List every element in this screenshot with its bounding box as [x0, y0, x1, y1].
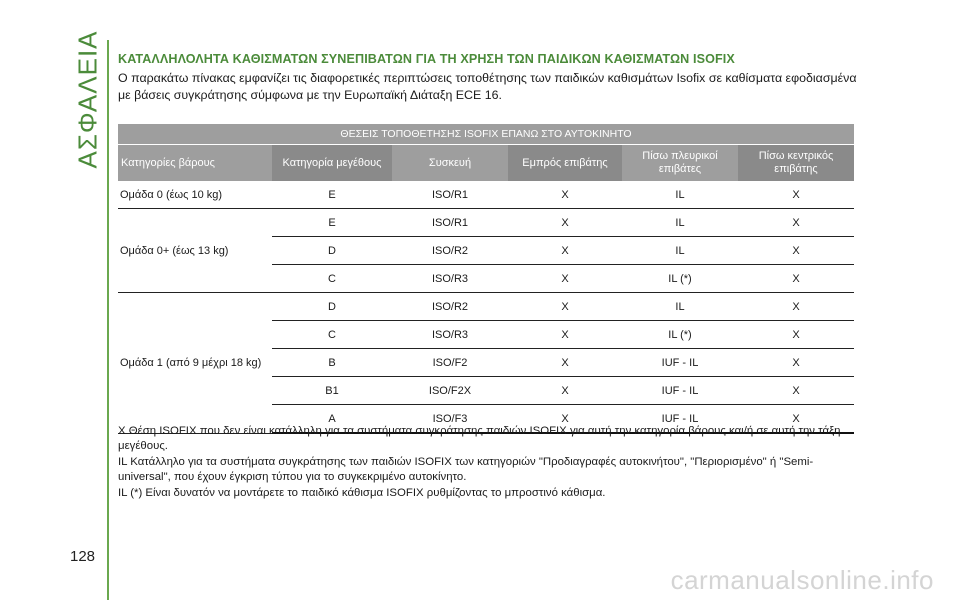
table-cell: X: [508, 405, 622, 434]
table-cell: X: [508, 265, 622, 293]
table-cell: X: [738, 237, 854, 265]
watermark: carmanualsonline.info: [670, 565, 934, 595]
table-cell: X: [738, 265, 854, 293]
page-number: 128: [70, 548, 96, 565]
note-il-star: IL (*) Είναι δυνατόν να μοντάρετε το παιδικό κάθισμα ISOFIX ρυθμίζοντας το μπροστινό κάθισμα.: [118, 486, 606, 499]
note-il: IL Κατάλληλο για τα συστήματα συγκράτησης των παιδιών ISOFIX των κατηγοριών "Προδιαγραφές αυτοκινήτου", "Περιορισμένο" ή "Semi-universal", που έχουν έγκριση τύπου για το συγκεκριμένο αυτοκίνητο.: [118, 455, 814, 484]
table-cell: IL (*): [622, 321, 738, 349]
table-cell: IUF - IL: [622, 405, 738, 434]
table-cell: X: [738, 349, 854, 377]
weight-group-label: Ομάδα 1 (από 9 μέχρι 18 kg): [118, 293, 272, 434]
table-cell: ISO/R3: [392, 321, 508, 349]
table-cell: IL: [622, 293, 738, 321]
table-cell: E: [272, 209, 392, 237]
table-cell: X: [738, 321, 854, 349]
table-cell: IUF - IL: [622, 349, 738, 377]
table-cell: ISO/F3: [392, 405, 508, 434]
table-cell: E: [272, 181, 392, 209]
section-side-title-text: ΑΣΦΑΛΕΙΑ: [72, 29, 103, 169]
table-cell: X: [738, 405, 854, 434]
intro-paragraph: Ο παρακάτω πίνακας εμφανίζει τις διαφορετικές περιπτώσεις τοποθέτησης των παιδικών καθισμάτων Isofix σε καθίσματα εφοδιασμένα με βάσεις συγκράτησης σύμφωνα με την Ευρωπαϊκή Διάταξη ECE 16.: [118, 71, 857, 102]
note-x: X Θέση ISOFIX που δεν είναι κατάλληλη για τα συστήματα συγκράτησης παιδιών ISOFIX για αυτή την κατηγορία βάρους και/ή σε αυτή την τάξη μεγέθους.: [118, 425, 841, 453]
column-header: Εμπρός επιβάτης: [508, 145, 622, 182]
table-cell: ISO/R2: [392, 237, 508, 265]
table-cell: A: [272, 405, 392, 434]
table-row: [118, 293, 854, 321]
table-cell: X: [508, 237, 622, 265]
table-row: [118, 209, 854, 237]
table-cell: ISO/F2: [392, 349, 508, 377]
table-cell: IUF - IL: [622, 377, 738, 405]
table-cell: X: [508, 349, 622, 377]
table-cell: ISO/R3: [392, 265, 508, 293]
table-cell: C: [272, 321, 392, 349]
weight-group-label: Ομάδα 0+ (έως 13 kg): [118, 209, 272, 293]
table-cell: X: [508, 293, 622, 321]
table-cell: X: [738, 293, 854, 321]
table-row: [118, 181, 854, 209]
table-cell: ISO/R1: [392, 209, 508, 237]
table-cell: X: [508, 181, 622, 209]
table-cell: IL: [622, 209, 738, 237]
page-heading: ΚΑΤΑΛΛΗΛΟΛΗΤΑ ΚΑΘΙΣΜΑΤΩΝ ΣΥΝΕΠΙΒΑΤΩΝ ΓΙΑ ΤΗ ΧΡΗΣΗ ΤΩΝ ΠΑΙΔΙΚΩΝ ΚΑΘΙΣΜΑΤΩΝ ISOFIX: [118, 52, 735, 66]
column-header: Κατηγορία μεγέθους: [272, 145, 392, 182]
table-cell: B1: [272, 377, 392, 405]
table-cell: ISO/R1: [392, 181, 508, 209]
weight-group-label: Ομάδα 0 (έως 10 kg): [118, 181, 272, 209]
section-divider-line: [107, 40, 109, 600]
table-cell: ISO/R2: [392, 293, 508, 321]
column-header: Πίσω πλευρικοί επιβάτες: [622, 145, 738, 182]
isofix-table: [118, 124, 854, 434]
table-cell: IL (*): [622, 265, 738, 293]
table-cell: IL: [622, 181, 738, 209]
column-header: Συσκευή: [392, 145, 508, 182]
table-cell: ISO/F2X: [392, 377, 508, 405]
table-cell: IL: [622, 237, 738, 265]
table-cell: C: [272, 265, 392, 293]
table-cell: X: [508, 377, 622, 405]
table-cell: D: [272, 237, 392, 265]
table-cell: X: [738, 377, 854, 405]
column-header: Πίσω κεντρικός επιβάτης: [738, 145, 854, 182]
table-cell: X: [508, 209, 622, 237]
table-title: ΘΕΣΕΙΣ ΤΟΠΟΘΕΤΗΣΗΣ ISOFIX ΕΠΑΝΩ ΣΤΟ ΑΥΤΟΚΙΝΗΤΟ: [118, 124, 854, 145]
table-cell: D: [272, 293, 392, 321]
notes-section: [118, 424, 860, 501]
table-cell: X: [508, 321, 622, 349]
table-cell: X: [738, 209, 854, 237]
table-cell: B: [272, 349, 392, 377]
column-header: Κατηγορίες βάρους: [118, 145, 272, 182]
table-cell: X: [738, 181, 854, 209]
